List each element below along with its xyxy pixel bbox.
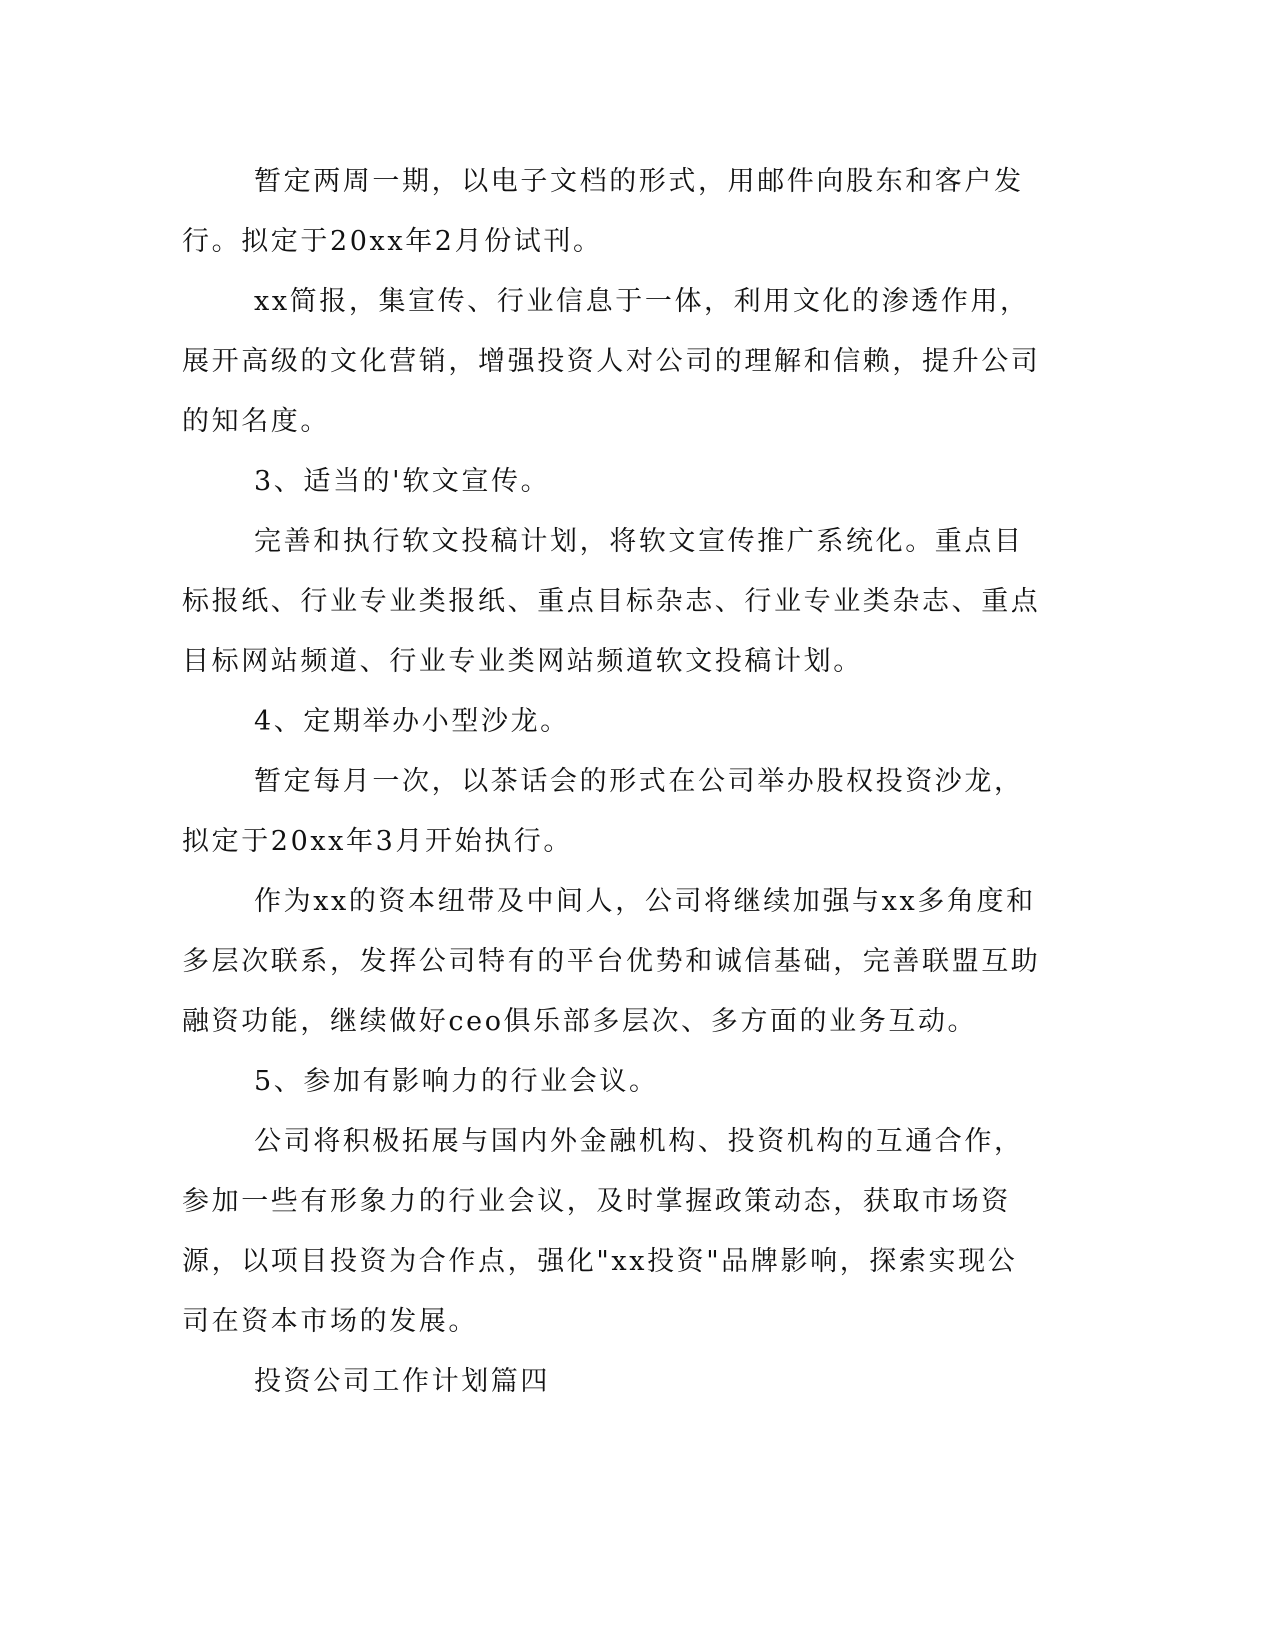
- heading-soft-article-promotion: 3、适当的'软文宣传。: [254, 466, 551, 497]
- paragraph-soft-article-plan: 完善和执行软文投稿计划，将软文宣传推广系统化。重点目标报纸、行业专业类报纸、重点目标杂志、行业专业类杂志、重点目标网站频道、行业专业类网站频道软文投稿计划。: [182, 526, 1041, 677]
- section-title-part-four: 投资公司工作计划篇四: [254, 1366, 550, 1397]
- paragraph-newsletter-schedule: 暂定两周一期，以电子文档的形式，用邮件向股东和客户发行。拟定于20xx年2月份试刊。: [182, 166, 1024, 257]
- document-body: [182, 152, 1042, 1412]
- paragraph-salon-schedule: 暂定每月一次，以茶话会的形式在公司举办股权投资沙龙，拟定于20xx年3月开始执行。: [182, 766, 1024, 857]
- heading-salon: 4、定期举办小型沙龙。: [254, 706, 570, 737]
- paragraph-newsletter-purpose: xx简报，集宣传、行业信息于一体，利用文化的渗透作用，展开高级的文化营销，增强投资人对公司的理解和信赖，提升公司的知名度。: [182, 286, 1041, 437]
- heading-industry-conference: 5、参加有影响力的行业会议。: [254, 1066, 659, 1097]
- paragraph-capital-link: 作为xx的资本纽带及中间人，公司将继续加强与xx多角度和多层次联系，发挥公司特有的平台优势和诚信基础，完善联盟互助融资功能，继续做好ceo俱乐部多层次、多方面的业务互动。: [182, 886, 1041, 1037]
- paragraph-conference-plan: 公司将积极拓展与国内外金融机构、投资机构的互通合作，参加一些有形象力的行业会议，及时掌握政策动态，获取市场资源，以项目投资为合作点，强化"xx投资"品牌影响，探索实现公司在资本市场的发展。: [182, 1126, 1024, 1337]
